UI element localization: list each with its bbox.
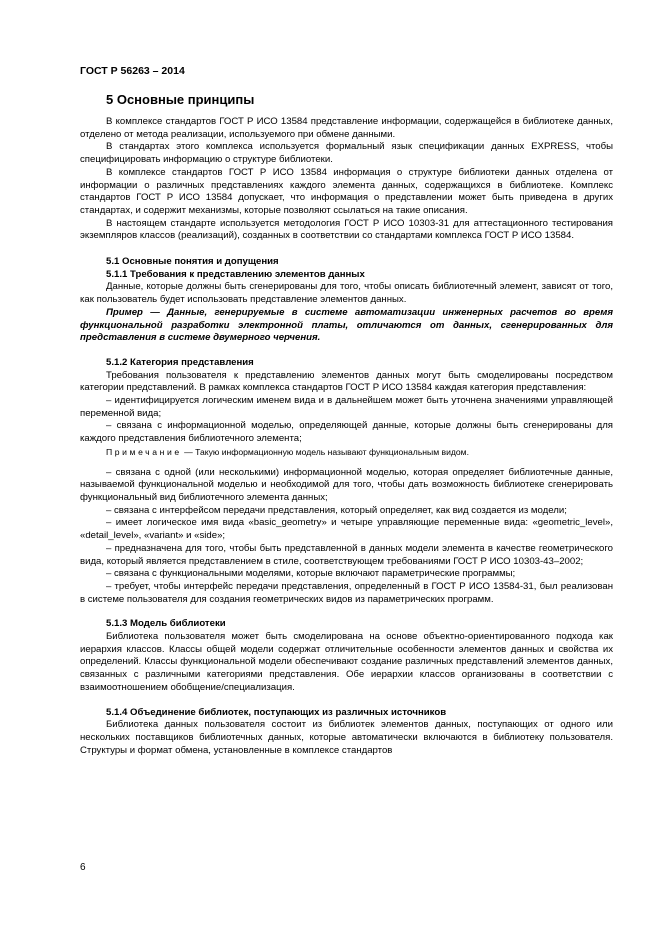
list-item: – требует, чтобы интерфейс передачи представления, определенный в ГОСТ Р ИСО 13584-31, был реализован в системе пользователя для создания геометрических видов из параметрических программ. [80, 580, 613, 605]
list-item: – связана с функциональными моделями, которые включают параметрические программы; [106, 568, 516, 580]
example-paragraph: Пример — Данные, генерируемые в системе автоматизации инженерных расчетов во время функциональной разработки электронной платы, отличаются от данных, сгенерированных для представления в системе двумерного черчения. [80, 306, 613, 344]
section-5-paragraph: В комплексе стандартов ГОСТ Р ИСО 13584 информация о структуре библиотеки данных отделена от информации о различных представлениях каждого элемента данных, содержащихся в библиотеке. Комплекс стандартов ГОСТ Р ИСО 13584 допускает, что информация о представлении может быть приведена в других стандартах, и содержит механизмы, которые позволяют ссылаться на такие описания. [80, 166, 613, 216]
subsection-5-1-3-title: 5.1.3 Модель библиотеки [106, 618, 226, 630]
list-item: – идентифицируется логическим именем вида и в дальнейшем может быть уточнена значениями управляющей переменной вида; [80, 395, 613, 419]
note-text: — Такую информационную модель называют функциональным видом. [181, 446, 469, 457]
subsection-5-1-3-paragraph: Библиотека пользователя может быть смоделирована на основе объектно-ориентированного подхода как иерархия классов. Классы общей модели содержат отличительные особенности элементов данных и свойства их определений. Классы функциональной модели обеспечивают создание различных представлений элементов данных, связанных с различными категориями представления. Обе иерархии классов организованы в соответствии с взаимоотношением обобщение/специализация. [80, 631, 613, 693]
note-paragraph [80, 446, 613, 459]
section-5-paragraph: В настоящем стандарте используется методология ГОСТ Р ИСО 10303-31 для аттестационного тестирования экземпляров классов (реализаций), созданных в соответствии со стандартами комплекса ГОСТ Р ИСО 13584. [80, 217, 613, 242]
subsection-5-1-2-title: 5.1.2 Категория представления [106, 356, 254, 368]
subsection-5-1-1-title: 5.1.1 Требования к представлению элементов данных [106, 268, 365, 280]
list-item: – связана с одной (или несколькими) информационной моделью, которая определяет библиотечные данные, называемой функциональной моделью и необходимой для того, чтобы дать возможность библиотеке сгенерировать функциональный вид библиотечного элемента данных; [80, 466, 613, 503]
list-item: – связана с информационной моделью, определяющей данные, которые должны быть сгенерированы для каждого представления библиотечного элемента; [80, 420, 613, 445]
page-number: 6 [80, 862, 86, 873]
subsection-5-1-4-paragraph: Библиотека данных пользователя состоит из библиотек элементов данных, поступающих от одного или нескольких поставщиков библиотечных данных, которые автоматически включаются в библиотеку пользователя. Структуры и формат обмена, установленные в комплексе стандартов [80, 719, 613, 756]
subsection-5-1-2-intro: Требования пользователя к представлению элементов данных могут быть смоделированы посредством категории представлений. В рамках комплекса стандартов ГОСТ Р ИСО 13584 каждая категория представления: [80, 369, 613, 394]
list-item: – предназначена для того, чтобы быть представленной в данных модели элемента в качестве геометрического вида, который является представлением в стиле, соответствующем требованиями ГОСТ Р ИСО 10303-43–2002; [80, 542, 613, 567]
section-5-title: 5 Основные принципы [106, 92, 255, 107]
standard-header: ГОСТ Р 56263 – 2014 [80, 65, 185, 77]
list-item: – связана с интерфейсом передачи представления, который определяет, как вид создается из модели; [106, 504, 567, 516]
section-5-paragraph: В комплексе стандартов ГОСТ Р ИСО 13584 представление информации, содержащейся в библиотеке данных, отделено от метода реализации, используемого при обмене данными. [80, 116, 613, 140]
page-content [80, 92, 613, 757]
subsection-5-1-title: 5.1 Основные понятия и допущения [106, 256, 279, 268]
list-item: – имеет логическое имя вида «basic_geometry» и четыре управляющие переменные вида: «geometric_level», «detail_level», «variant» и «side»; [80, 517, 613, 542]
subsection-5-1-4-title: 5.1.4 Объединение библиотек, поступающих из различных источников [106, 706, 447, 718]
subsection-5-1-1-paragraph: Данные, которые должны быть сгенерированы для того, чтобы описать библиотечный элемент, зависят от того, как пользователь будет использовать представление элементов данных. [80, 281, 613, 306]
note-label: Примечание [106, 446, 182, 457]
section-5-paragraph: В стандартах этого комплекса используется формальный язык спецификации данных EXPRESS, чтобы специфицировать информацию о структуре библиотеки. [80, 141, 613, 166]
